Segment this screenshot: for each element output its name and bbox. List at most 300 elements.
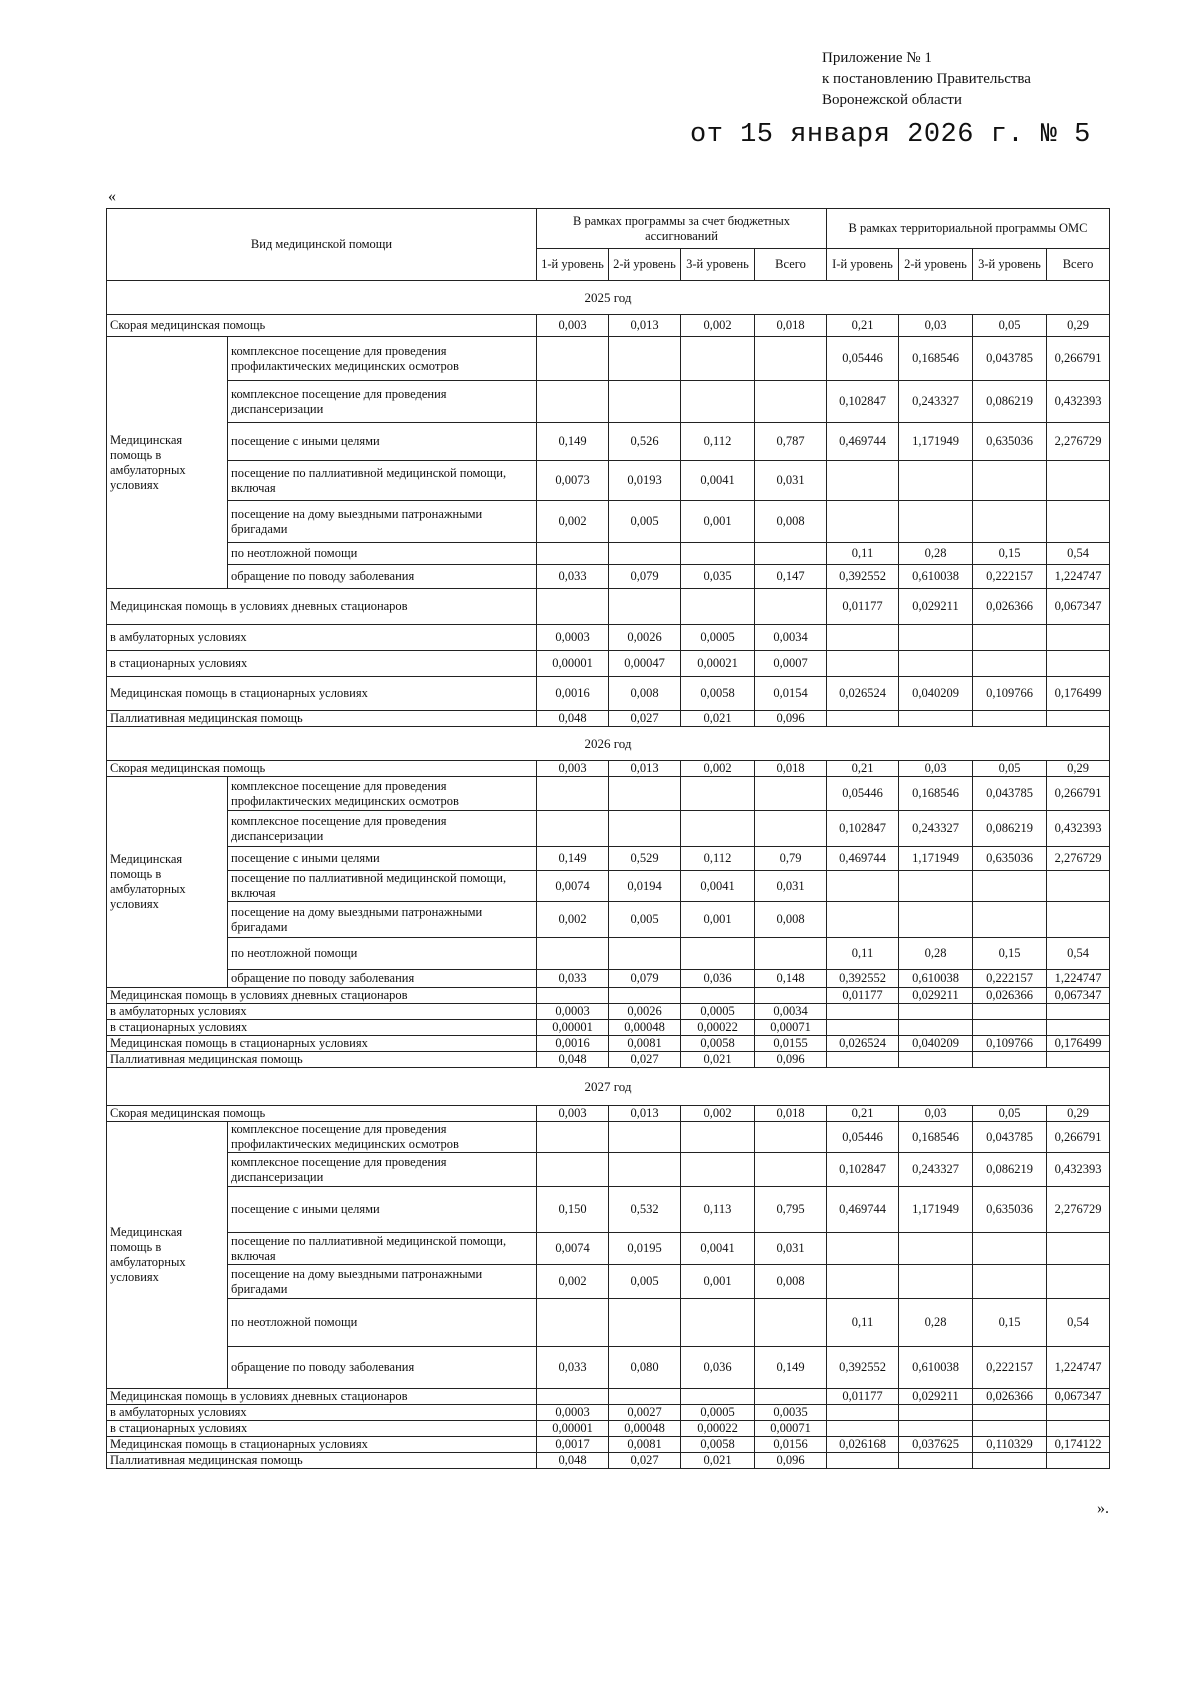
table-row: [107, 1421, 1110, 1437]
value-cell: 0,00022: [681, 1421, 755, 1437]
value-cell: 0,080: [609, 1347, 681, 1389]
table-row: [107, 1106, 1110, 1122]
value-cell: [899, 1453, 973, 1469]
table-row: [107, 1299, 1110, 1347]
value-cell: [755, 543, 827, 565]
column-group-budget: В рамках программы за счет бюджетных ассигнований: [537, 209, 827, 249]
value-cell: 1,224747: [1047, 565, 1110, 589]
value-cell: 0,0081: [609, 1036, 681, 1052]
row-label: посещение по паллиативной медицинской помощи, включая: [228, 871, 537, 902]
value-cell: 0,28: [899, 1299, 973, 1347]
value-cell: [681, 938, 755, 970]
budget-level-2: 2-й уровень: [609, 249, 681, 281]
value-cell: [827, 1233, 899, 1265]
value-cell: 0,0155: [755, 1036, 827, 1052]
value-cell: 0,11: [827, 1299, 899, 1347]
value-cell: [537, 381, 609, 423]
value-cell: 0,005: [609, 902, 681, 938]
value-cell: [681, 1299, 755, 1347]
value-cell: 0,0081: [609, 1437, 681, 1453]
row-label: Медицинская помощь в условиях дневных стационаров: [107, 589, 537, 625]
value-cell: [1047, 501, 1110, 543]
value-cell: [899, 1265, 973, 1299]
value-cell: 0,00047: [609, 651, 681, 677]
value-cell: 0,005: [609, 1265, 681, 1299]
budget-level-3: 3-й уровень: [681, 249, 755, 281]
value-cell: 0,392552: [827, 970, 899, 988]
value-cell: [1047, 902, 1110, 938]
value-cell: 0,0003: [537, 625, 609, 651]
value-cell: 0,096: [755, 1052, 827, 1068]
row-label: Скорая медицинская помощь: [107, 315, 537, 337]
value-cell: [827, 871, 899, 902]
table-row: [107, 811, 1110, 847]
value-cell: 0,0016: [537, 677, 609, 711]
value-cell: 0,003: [537, 315, 609, 337]
table-row: [107, 315, 1110, 337]
value-cell: 0,532: [609, 1187, 681, 1233]
value-cell: 0,0017: [537, 1437, 609, 1453]
value-cell: 0,148: [755, 970, 827, 988]
value-cell: 0,11: [827, 543, 899, 565]
table-row: [107, 1453, 1110, 1469]
value-cell: 0,0058: [681, 1036, 755, 1052]
value-cell: [537, 777, 609, 811]
value-cell: 0,54: [1047, 1299, 1110, 1347]
table-row: [107, 589, 1110, 625]
value-cell: 0,469744: [827, 1187, 899, 1233]
appendix-number: Приложение № 1: [822, 50, 932, 66]
row-label: в амбулаторных условиях: [107, 625, 537, 651]
value-cell: [973, 1052, 1047, 1068]
value-cell: [609, 337, 681, 381]
budget-total: Всего: [755, 249, 827, 281]
row-label: посещение по паллиативной медицинской помощи, включая: [228, 461, 537, 501]
value-cell: 0,026366: [973, 1389, 1047, 1405]
value-cell: 0,05446: [827, 337, 899, 381]
row-label: Паллиативная медицинская помощь: [107, 711, 537, 727]
value-cell: 1,224747: [1047, 970, 1110, 988]
value-cell: 0,109766: [973, 1036, 1047, 1052]
value-cell: [755, 1153, 827, 1187]
year-label: 2026 год: [107, 727, 1110, 761]
year-row: [107, 281, 1110, 315]
value-cell: 0,15: [973, 1299, 1047, 1347]
table-row: [107, 381, 1110, 423]
value-cell: [537, 589, 609, 625]
value-cell: [1047, 1265, 1110, 1299]
column-group-oms: В рамках территориальной программы ОМС: [827, 209, 1110, 249]
value-cell: [899, 1233, 973, 1265]
value-cell: [681, 1122, 755, 1153]
value-cell: 0,001: [681, 1265, 755, 1299]
oms-total: Всего: [1047, 249, 1110, 281]
value-cell: 0,031: [755, 461, 827, 501]
table-row: [107, 501, 1110, 543]
table-row: [107, 871, 1110, 902]
value-cell: 0,0003: [537, 1004, 609, 1020]
value-cell: [827, 902, 899, 938]
value-cell: 0,149: [537, 847, 609, 871]
value-cell: 0,03: [899, 1106, 973, 1122]
value-cell: [537, 811, 609, 847]
value-cell: 0,243327: [899, 811, 973, 847]
year-row: [107, 1068, 1110, 1106]
oms-level-1: I-й уровень: [827, 249, 899, 281]
value-cell: [899, 1405, 973, 1421]
row-label: по неотложной помощи: [228, 938, 537, 970]
table-row: [107, 711, 1110, 727]
row-label: Медицинская помощь в стационарных условиях: [107, 1036, 537, 1052]
value-cell: [537, 1389, 609, 1405]
value-cell: 0,29: [1047, 315, 1110, 337]
value-cell: [1047, 651, 1110, 677]
value-cell: [899, 711, 973, 727]
row-label: Медицинская помощь в условиях дневных стационаров: [107, 988, 537, 1004]
value-cell: 0,018: [755, 315, 827, 337]
value-cell: [755, 811, 827, 847]
value-cell: 0,00048: [609, 1421, 681, 1437]
value-cell: 0,05: [973, 1106, 1047, 1122]
value-cell: 0,0193: [609, 461, 681, 501]
value-cell: [1047, 1004, 1110, 1020]
value-cell: 0,102847: [827, 381, 899, 423]
quote-close: ».: [1097, 1500, 1109, 1517]
value-cell: 0,0194: [609, 871, 681, 902]
value-cell: 0,01177: [827, 1389, 899, 1405]
value-cell: 1,171949: [899, 423, 973, 461]
value-cell: 0,0074: [537, 871, 609, 902]
value-cell: 0,086219: [973, 1153, 1047, 1187]
value-cell: 1,224747: [1047, 1347, 1110, 1389]
value-cell: 1,171949: [899, 847, 973, 871]
value-cell: [681, 777, 755, 811]
value-cell: [755, 938, 827, 970]
value-cell: 0,040209: [899, 1036, 973, 1052]
value-cell: 0,113: [681, 1187, 755, 1233]
table-row: [107, 543, 1110, 565]
value-cell: 0,168546: [899, 777, 973, 811]
row-label: посещение с иными целями: [228, 847, 537, 871]
value-cell: [973, 871, 1047, 902]
group-label: Медицинская помощь в амбулаторных условиях: [107, 337, 228, 589]
group-label: Медицинская помощь в амбулаторных условиях: [107, 777, 228, 988]
value-cell: 0,048: [537, 1453, 609, 1469]
value-cell: 0,033: [537, 565, 609, 589]
value-cell: 0,432393: [1047, 1153, 1110, 1187]
row-label: посещение с иными целями: [228, 423, 537, 461]
row-label: комплексное посещение для проведения диспансеризации: [228, 811, 537, 847]
value-cell: [973, 902, 1047, 938]
table-row: [107, 1187, 1110, 1233]
value-cell: 0,03: [899, 315, 973, 337]
value-cell: 0,043785: [973, 1122, 1047, 1153]
value-cell: 0,176499: [1047, 1036, 1110, 1052]
value-cell: 0,29: [1047, 1106, 1110, 1122]
value-cell: [755, 589, 827, 625]
table-row: [107, 1265, 1110, 1299]
value-cell: 0,11: [827, 938, 899, 970]
value-cell: 0,021: [681, 1052, 755, 1068]
row-label: в стационарных условиях: [107, 1421, 537, 1437]
value-cell: [973, 625, 1047, 651]
value-cell: [609, 988, 681, 1004]
value-cell: [537, 337, 609, 381]
value-cell: [681, 811, 755, 847]
value-cell: [537, 988, 609, 1004]
value-cell: 0,079: [609, 565, 681, 589]
table-row: [107, 938, 1110, 970]
value-cell: 0,149: [537, 423, 609, 461]
value-cell: 0,005: [609, 501, 681, 543]
row-label: посещение на дому выездными патронажными бригадами: [228, 501, 537, 543]
value-cell: 0,021: [681, 1453, 755, 1469]
value-cell: 0,529: [609, 847, 681, 871]
appendix-resolution: к постановлению Правительства: [822, 71, 1031, 87]
value-cell: 0,079: [609, 970, 681, 988]
row-label: обращение по поводу заболевания: [228, 970, 537, 988]
quote-open: «: [108, 188, 116, 205]
row-label: Медицинская помощь в стационарных условиях: [107, 677, 537, 711]
value-cell: 0,635036: [973, 1187, 1047, 1233]
table-row: [107, 847, 1110, 871]
value-cell: [537, 1299, 609, 1347]
value-cell: [609, 589, 681, 625]
value-cell: [1047, 1020, 1110, 1036]
value-cell: 0,008: [755, 1265, 827, 1299]
value-cell: 0,610038: [899, 970, 973, 988]
value-cell: 0,0003: [537, 1405, 609, 1421]
value-cell: 0,28: [899, 938, 973, 970]
value-cell: 0,222157: [973, 970, 1047, 988]
value-cell: [609, 1122, 681, 1153]
value-cell: [827, 1405, 899, 1421]
row-label: Медицинская помощь в стационарных условиях: [107, 1437, 537, 1453]
value-cell: 0,635036: [973, 847, 1047, 871]
column-header-type: Вид медицинской помощи: [107, 209, 537, 281]
value-cell: 0,013: [609, 315, 681, 337]
table-row: [107, 1004, 1110, 1020]
value-cell: 0,031: [755, 1233, 827, 1265]
value-cell: 0,0156: [755, 1437, 827, 1453]
value-cell: [827, 1265, 899, 1299]
value-cell: 0,048: [537, 1052, 609, 1068]
value-cell: 0,026366: [973, 988, 1047, 1004]
value-cell: [681, 589, 755, 625]
value-cell: 0,026524: [827, 1036, 899, 1052]
value-cell: [899, 625, 973, 651]
value-cell: [609, 811, 681, 847]
value-cell: 0,037625: [899, 1437, 973, 1453]
value-cell: 0,266791: [1047, 337, 1110, 381]
value-cell: 1,171949: [899, 1187, 973, 1233]
value-cell: [973, 461, 1047, 501]
budget-level-1: 1-й уровень: [537, 249, 609, 281]
value-cell: 0,79: [755, 847, 827, 871]
value-cell: 0,033: [537, 970, 609, 988]
table-row: [107, 1405, 1110, 1421]
row-label: комплексное посещение для проведения профилактических медицинских осмотров: [228, 337, 537, 381]
row-label: в амбулаторных условиях: [107, 1004, 537, 1020]
value-cell: 0,027: [609, 711, 681, 727]
value-cell: [1047, 461, 1110, 501]
value-cell: [899, 1004, 973, 1020]
table-row: [107, 1122, 1110, 1153]
value-cell: 0,096: [755, 1453, 827, 1469]
table-row: [107, 677, 1110, 711]
appendix-header: [822, 48, 1031, 111]
value-cell: [681, 381, 755, 423]
value-cell: [827, 501, 899, 543]
value-cell: 0,003: [537, 1106, 609, 1122]
row-label: комплексное посещение для проведения диспансеризации: [228, 1153, 537, 1187]
row-label: в стационарных условиях: [107, 651, 537, 677]
value-cell: 0,112: [681, 847, 755, 871]
table-header-row: [107, 209, 1110, 249]
value-cell: [755, 337, 827, 381]
value-cell: [537, 938, 609, 970]
table-row: [107, 337, 1110, 381]
table-row: [107, 461, 1110, 501]
value-cell: [537, 1122, 609, 1153]
value-cell: [755, 777, 827, 811]
value-cell: [1047, 1233, 1110, 1265]
value-cell: 0,029211: [899, 988, 973, 1004]
value-cell: 0,013: [609, 761, 681, 777]
value-cell: 0,102847: [827, 811, 899, 847]
value-cell: [827, 1421, 899, 1437]
value-cell: 0,0058: [681, 677, 755, 711]
value-cell: 0,035: [681, 565, 755, 589]
value-cell: 0,002: [537, 1265, 609, 1299]
value-cell: [899, 461, 973, 501]
value-cell: [609, 543, 681, 565]
table-row: [107, 1347, 1110, 1389]
value-cell: 0,026168: [827, 1437, 899, 1453]
table-row: [107, 565, 1110, 589]
value-cell: 0,008: [755, 501, 827, 543]
value-cell: 0,54: [1047, 938, 1110, 970]
value-cell: 0,0005: [681, 625, 755, 651]
value-cell: 0,036: [681, 970, 755, 988]
table-row: [107, 1052, 1110, 1068]
value-cell: 0,795: [755, 1187, 827, 1233]
value-cell: [973, 1405, 1047, 1421]
value-cell: [681, 1153, 755, 1187]
value-cell: 0,001: [681, 501, 755, 543]
value-cell: 0,222157: [973, 1347, 1047, 1389]
row-label: обращение по поводу заболевания: [228, 565, 537, 589]
appendix-region: Воронежской области: [822, 92, 962, 108]
value-cell: 0,610038: [899, 1347, 973, 1389]
value-cell: 0,15: [973, 938, 1047, 970]
group-label: Медицинская помощь в амбулаторных условиях: [107, 1122, 228, 1389]
value-cell: [827, 461, 899, 501]
value-cell: 0,0005: [681, 1405, 755, 1421]
row-label: Паллиативная медицинская помощь: [107, 1453, 537, 1469]
value-cell: 0,00048: [609, 1020, 681, 1036]
value-cell: [537, 543, 609, 565]
value-cell: 0,110329: [973, 1437, 1047, 1453]
value-cell: 0,112: [681, 423, 755, 461]
value-cell: 0,0074: [537, 1233, 609, 1265]
value-cell: 0,01177: [827, 988, 899, 1004]
value-cell: 0,067347: [1047, 1389, 1110, 1405]
value-cell: 0,21: [827, 761, 899, 777]
value-cell: 0,526: [609, 423, 681, 461]
value-cell: 0,147: [755, 565, 827, 589]
value-cell: [755, 1122, 827, 1153]
value-cell: 0,0154: [755, 677, 827, 711]
value-cell: 0,00071: [755, 1020, 827, 1036]
value-cell: 0,026366: [973, 589, 1047, 625]
row-label: в стационарных условиях: [107, 1020, 537, 1036]
table-row: [107, 1389, 1110, 1405]
row-label: Скорая медицинская помощь: [107, 761, 537, 777]
value-cell: 0,266791: [1047, 1122, 1110, 1153]
value-cell: [973, 651, 1047, 677]
value-cell: 0,0041: [681, 1233, 755, 1265]
value-cell: 0,00022: [681, 1020, 755, 1036]
value-cell: [827, 1020, 899, 1036]
value-cell: 0,432393: [1047, 381, 1110, 423]
value-cell: 0,031: [755, 871, 827, 902]
row-label: по неотложной помощи: [228, 1299, 537, 1347]
year-label: 2025 год: [107, 281, 1110, 315]
value-cell: 0,21: [827, 315, 899, 337]
value-cell: 0,15: [973, 543, 1047, 565]
value-cell: [609, 1299, 681, 1347]
row-label: посещение на дому выездными патронажными бригадами: [228, 902, 537, 938]
value-cell: 0,05: [973, 315, 1047, 337]
value-cell: [973, 1004, 1047, 1020]
value-cell: 0,0041: [681, 871, 755, 902]
value-cell: 0,0027: [609, 1405, 681, 1421]
row-label: по неотложной помощи: [228, 543, 537, 565]
medical-care-volume-table: [106, 208, 1110, 1469]
table-row: [107, 625, 1110, 651]
value-cell: 0,067347: [1047, 988, 1110, 1004]
value-cell: [973, 1453, 1047, 1469]
date-stamp: от 15 января 2026 г. № 5: [690, 120, 1091, 150]
value-cell: [1047, 1052, 1110, 1068]
value-cell: 0,392552: [827, 1347, 899, 1389]
value-cell: 2,276729: [1047, 847, 1110, 871]
value-cell: 0,026524: [827, 677, 899, 711]
row-label: комплексное посещение для проведения профилактических медицинских осмотров: [228, 1122, 537, 1153]
value-cell: 0,0007: [755, 651, 827, 677]
table-row: [107, 1153, 1110, 1187]
value-cell: 0,002: [681, 315, 755, 337]
value-cell: [899, 501, 973, 543]
row-label: Паллиативная медицинская помощь: [107, 1052, 537, 1068]
value-cell: [973, 1020, 1047, 1036]
value-cell: 0,266791: [1047, 777, 1110, 811]
value-cell: [609, 1153, 681, 1187]
value-cell: 0,00001: [537, 651, 609, 677]
value-cell: 0,29: [1047, 761, 1110, 777]
table-row: [107, 1036, 1110, 1052]
value-cell: [899, 1020, 973, 1036]
value-cell: 0,00001: [537, 1421, 609, 1437]
value-cell: 0,086219: [973, 811, 1047, 847]
value-cell: 0,0016: [537, 1036, 609, 1052]
value-cell: 0,05: [973, 761, 1047, 777]
row-label: посещение по паллиативной медицинской помощи, включая: [228, 1233, 537, 1265]
value-cell: 0,150: [537, 1187, 609, 1233]
table-row: [107, 902, 1110, 938]
value-cell: 0,027: [609, 1453, 681, 1469]
